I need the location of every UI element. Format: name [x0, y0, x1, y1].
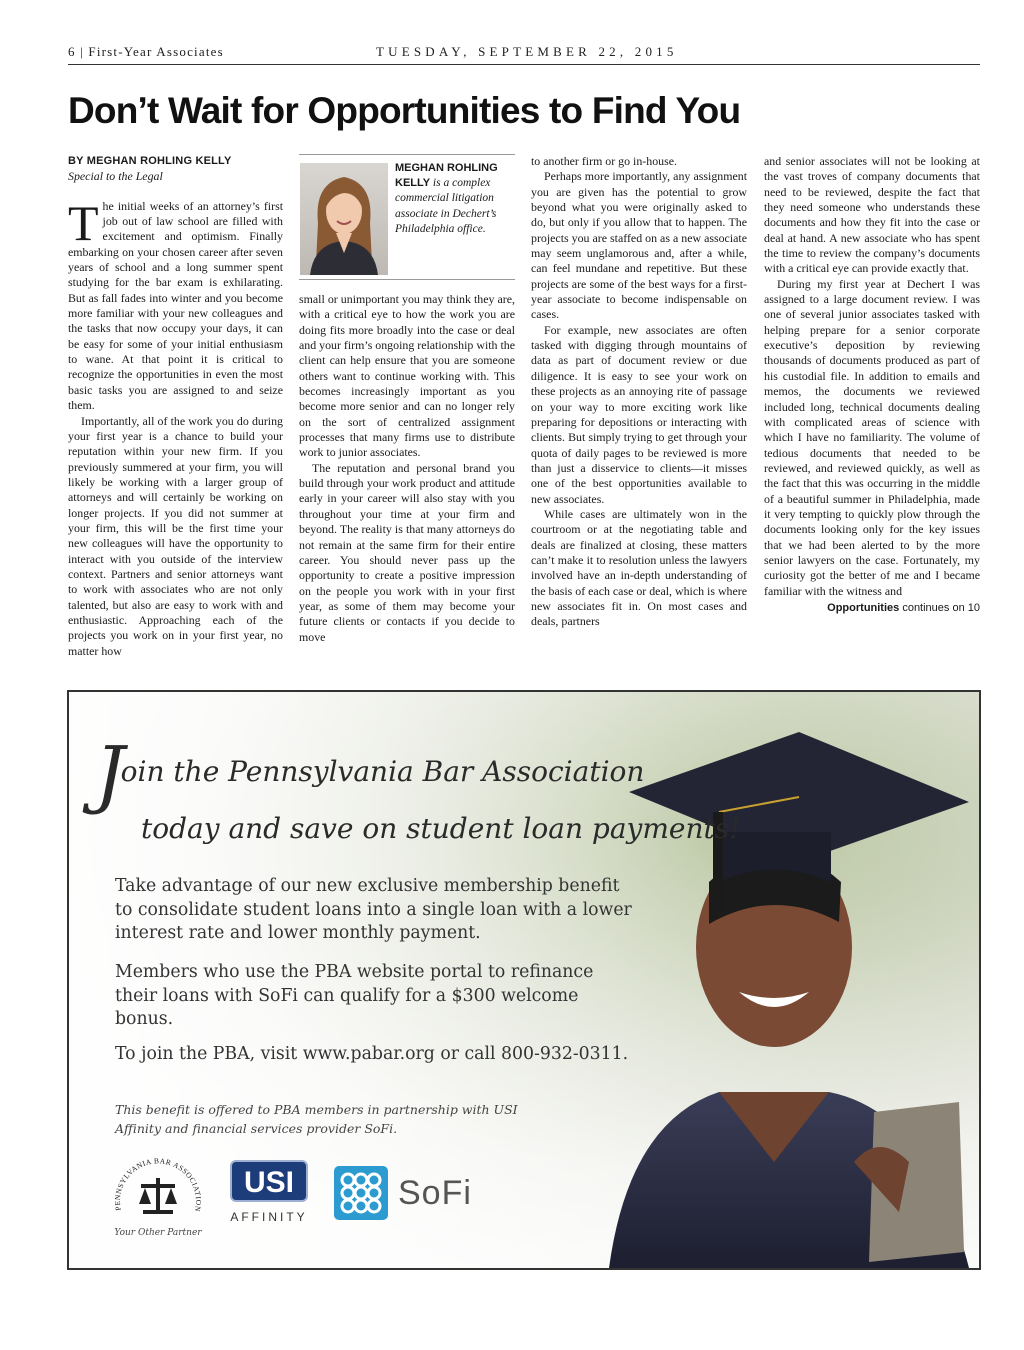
article-paragraph: small or unimportant you may think they are, with a critical eye to how the work you are doing fits more broadly into the case or deal and your firm’s ongoing relationship with the client can help ensure that you are someone others want to continue working with. This becomes increasingly important as you become more senior and can no longer rely on the sort of centralized assignment processes that many firms use to distribute work to junior associates.	[299, 292, 515, 460]
article-paragraph: to another firm or go in-house.	[531, 154, 677, 168]
sofi-mark-icon	[334, 1166, 388, 1220]
article-paragraph: and senior associates will not be looking at the vast troves of company documents that need to be reviewed, despite the fact that they need someone who understands these documents and how they fit into the case or deal at hand. A new associate who has spent the time to review the company’s documents with a critical eye can provide exactly that.	[764, 154, 980, 276]
usi-affinity-logo	[224, 1160, 314, 1230]
ad-fine-print: This benefit is offered to PBA members in partnership with USI Affinity and financial services provider SoFi.	[115, 1102, 518, 1136]
pba-logo-ring-text: PENNSYLVANIA BAR ASSOCIATION	[112, 1156, 204, 1213]
article-paragraph: Perhaps more importantly, any assignment you are given has the potential to grow beyond what you were originally asked to do, but only if you allow that to happen. The projects you are staffed on as a new associate may seem unglamorous and, after a while, can feel mundane and repetitive. But these projects are some of the best ways for a first-year associate to become indispensable on cases.	[531, 169, 747, 322]
header-rule	[68, 64, 980, 65]
article-paragraph: For example, new associates are often tasked with digging through mountains of data as part of document review or due diligence. It is easy to see your work on these projects as an annoying rite of passage on your way to more exciting work like preparing for depositions or interacting with clients. But simply trying to get through your quota of daily pages to be reviewed is more than just a disservice to clients—it misses one of the best opportunities available to new associates.	[531, 322, 747, 506]
article-headline: Don’t Wait for Opportunities to Find You	[68, 90, 741, 131]
usi-wordmark: USI	[230, 1160, 308, 1202]
article-paragraph: While cases are ultimately won in the courtroom or at the negotiating table and deals are finalized at closing, these matters can’t make it to resolution unless the lawyers involved have an in-depth understanding of the basis of each case or deal, which is where new associates fit in. On most cases and deals, partners	[531, 506, 747, 629]
byline: BY MEGHAN ROHLING KELLY	[68, 155, 232, 167]
pba-tagline: Your Other Partner	[114, 1228, 202, 1238]
ad-contact-text: To join the PBA, visit www.pabar.org or call 800-932-0311.	[115, 1044, 629, 1064]
author-box	[299, 154, 515, 280]
article-column-1	[68, 154, 283, 659]
sofi-logo	[334, 1166, 484, 1222]
pba-advertisement	[67, 690, 981, 1270]
ad-script-heading-line2: today and save on student loan payments!	[141, 812, 741, 845]
byline-subtitle: Special to the Legal	[68, 169, 163, 184]
article-column-4	[764, 154, 980, 616]
sofi-wordmark: SoFi	[398, 1174, 472, 1212]
ad-benefit-text: Take advantage of our new exclusive membership benefit to consolidate student loans into a single loan with a lower interest rate and lower monthly payment.	[115, 876, 632, 943]
article-paragraph: Importantly, all of the work you do during your first year is a chance to build your reputation within your new firm. If you previously summered at your firm, you will likely be working with a larger group of attorneys and will certainly be working on longer projects. If you did not summer at your firm, this will be the first time your new colleagues will have the opportunity to interact with you outside of the interview context. Partners and senior attorneys want to work with associates who are not only talented, but also are easy to work with and enthusiastic. Approaching each of the projects you work on in your first year, no matter how	[68, 413, 283, 658]
usi-affinity-wordmark: AFFINITY	[230, 1210, 308, 1224]
author-bio	[395, 161, 513, 237]
ad-bonus-text: Members who use the PBA website portal to refinance their loans with SoFi can qualify for a $300 welcome bonus.	[115, 962, 594, 1029]
pba-logo	[103, 1148, 213, 1240]
author-name: MEGHAN ROHLING KELLY	[395, 162, 498, 190]
continues-jump[interactable]: Opportunities continues on 10	[827, 601, 980, 614]
article-column-3	[531, 154, 747, 630]
author-bio-text: is a complex commercial litigation associate in Dechert’s Philadelphia office.	[395, 177, 497, 235]
page-section-label: 6 | First-Year Associates	[68, 44, 224, 59]
drop-cap: T	[68, 194, 99, 251]
issue-date: TUESDAY, SEPTEMBER 22, 2015	[376, 44, 678, 59]
ad-script-heading-line1: Join the Pennsylvania Bar Association	[95, 731, 645, 817]
article-paragraph: During my first year at Dechert I was assigned to a large document review. I was one of several junior associates tasked with helping prepare for a senior corporate executive’s deposition by reviewing thousands of documents produced as part of his custodial file. In addition to emails and memos, the documents we reviewed included long, technical documents dealing with complicated areas of science with which I have no familiarity. The volume of tedious documents that needed to be reviewed, and reviewed quickly, as well as the fact that this was occurring in the middle of a beautiful summer in Philadelphia, made it very tempting to quickly plow through the documents looking only for the key issues that we had been alerted to by the more senior lawyers on the case. Fortunately, my curiosity got the better of me and I became familiar with the witness and	[764, 276, 980, 598]
article-paragraph: The initial weeks of an attorney’s first job out of law school are filled with excitement and optimism. Finally embarking on your chosen career after seven years of school and a long summer spent studying for the bar exam is exhilarating. But as fall fades into winter and you become more familiar with your new colleagues and the tasks that now occupy your days, it can be easy for some of your initial enthusiasm to wane. At that point it is critical to recognize the opportunities in even the most basic tasks you are assigned to and seize them.	[68, 194, 283, 413]
article-column-2	[299, 292, 515, 645]
author-photo	[300, 163, 388, 275]
article-paragraph: The reputation and personal brand you build through your work product and attitude early in your career will also stay with you throughout your time at your firm and beyond. The reality is that many attorneys do not remain at the same firm for their entire career. You should never pass up the opportunity to create a positive impression on the people you work with in your first year, as some of them may become your future clients or contacts if you decide to move	[299, 460, 515, 644]
